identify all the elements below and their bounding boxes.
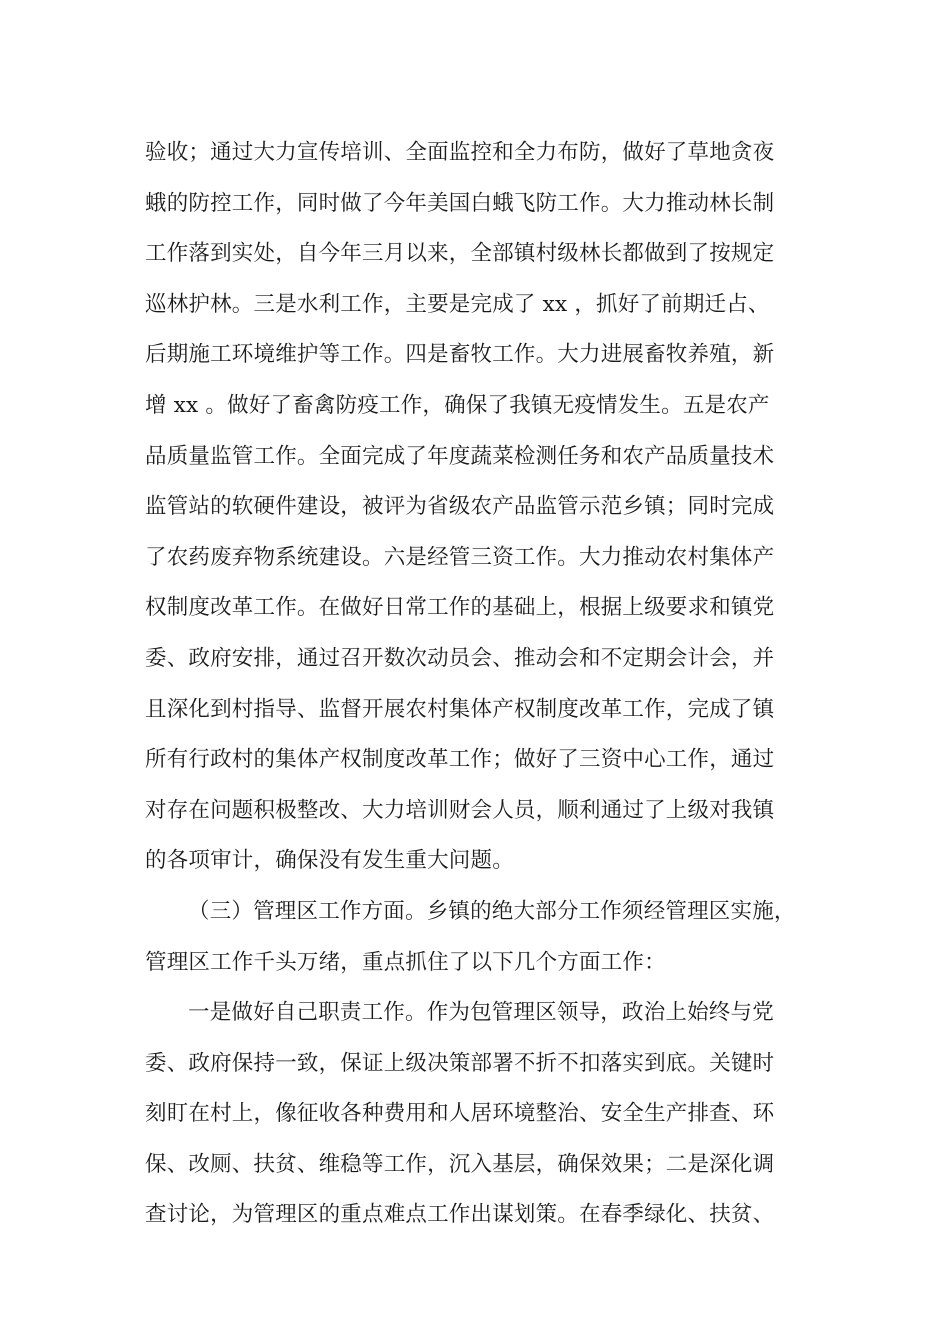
text-line: 品质量监管工作。全面完成了年度蔬菜检测任务和农产品质量技术 bbox=[145, 443, 775, 469]
text-line: 且深化到村指导、监督开展农村集体产权制度改革工作，完成了镇 bbox=[145, 696, 775, 722]
text-line: 权制度改革工作。在做好日常工作的基础上，根据上级要求和镇党 bbox=[145, 595, 775, 621]
text-line: 后期施工环境维护等工作。四是畜牧工作。大力进展畜牧养殖，新 bbox=[145, 342, 775, 368]
text-line: 查讨论，为管理区的重点难点工作出谋划策。在春季绿化、扶贫、 bbox=[145, 1202, 775, 1228]
text-line: 对存在问题积极整改、大力培训财会人员，顺利通过了上级对我镇 bbox=[145, 797, 775, 823]
text-line: 委、政府安排，通过召开数次动员会、推动会和不定期会计会，并 bbox=[145, 645, 775, 671]
text-line: 监管站的软硬件建设，被评为省级农产品监管示范乡镇；同时完成 bbox=[145, 494, 775, 520]
text-line: 保、改厕、扶贫、维稳等工作，沉入基层，确保效果；二是深化调 bbox=[145, 1151, 775, 1177]
text-line: 工作落到实处，自今年三月以来，全部镇村级林长都做到了按规定 bbox=[145, 241, 775, 267]
text-line: 巡林护林。三是水利工作，主要是完成了 xx ，抓好了前期迁占、 bbox=[145, 291, 770, 317]
document-body bbox=[145, 128, 827, 1241]
text-line: 了农药废弃物系统建设。六是经管三资工作。大力推动农村集体产 bbox=[145, 544, 775, 570]
text-line: 验收；通过大力宣传培训、全面监控和全力布防，做好了草地贪夜 bbox=[145, 140, 775, 165]
text-line: 增 xx 。做好了畜禽防疫工作，确保了我镇无疫情发生。五是农产 bbox=[145, 392, 770, 418]
text-line: 管理区工作千头万绪，重点抓住了以下几个方面工作： bbox=[145, 949, 666, 975]
text-line: 委、政府保持一致，保证上级决策部署不折不扣落实到底。关键时 bbox=[145, 1050, 775, 1076]
text-line: 蛾的防控工作，同时做了今年美国白蛾飞防工作。大力推动林长制 bbox=[145, 190, 775, 216]
text-line: 的各项审计，确保没有发生重大问题。 bbox=[145, 848, 514, 874]
paragraph-start-line: 一是做好自己职责工作。作为包管理区领导，政治上始终与党 bbox=[188, 1000, 774, 1026]
text-line: 所有行政村的集体产权制度改革工作；做好了三资中心工作，通过 bbox=[145, 747, 775, 773]
section-heading-line: （三）管理区工作方面。乡镇的绝大部分工作须经管理区实施， bbox=[188, 898, 796, 924]
text-line: 刻盯在村上，像征收各种费用和人居环境整治、安全生产排查、环 bbox=[145, 1101, 775, 1127]
